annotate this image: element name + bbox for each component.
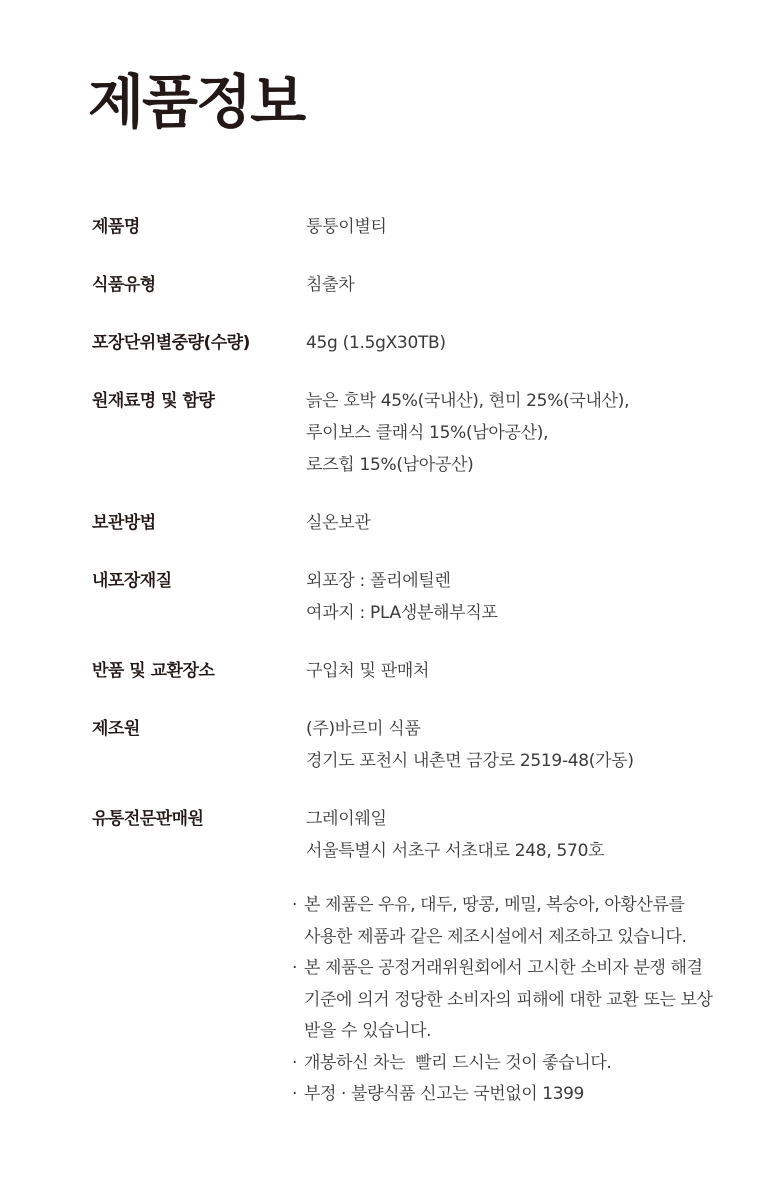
value-line: 늙은 호박 45%(국내산), 현미 25%(국내산), bbox=[306, 391, 630, 411]
bullet: · bbox=[292, 1052, 298, 1073]
notice-text bbox=[304, 953, 752, 1048]
value-line: 로즈힙 15%(남아공산) bbox=[306, 455, 474, 475]
value-line: (주)바르미 식품 bbox=[306, 719, 421, 739]
info-row-distributor bbox=[92, 803, 752, 867]
info-label: 포장단위별중량(수량) bbox=[92, 333, 250, 353]
info-row-return-place bbox=[92, 655, 752, 687]
notice-item bbox=[292, 1048, 752, 1080]
notice-line: 사용한 제품과 같은 제조시설에서 제조하고 있습니다. bbox=[304, 926, 687, 947]
info-row-ingredients bbox=[92, 385, 752, 481]
bullet: · bbox=[292, 958, 298, 978]
info-label: 식품유형 bbox=[92, 275, 156, 295]
value-line: 외포장 : 폴리에틸렌 bbox=[306, 571, 451, 591]
value-line: 여과지 : PLA생분해부직포 bbox=[306, 603, 498, 623]
value-line: 45g (1.5gX30TB) bbox=[306, 333, 446, 353]
notice-line: 개봉하신 차는 빨리 드시는 것이 좋습니다. bbox=[304, 1052, 612, 1073]
value-line: 퉁퉁이별티 bbox=[306, 217, 387, 237]
notice-line: 본 제품은 공정거래위원회에서 고시한 소비자 분쟁 해결 bbox=[304, 958, 703, 978]
notice-line: 받을 수 있습니다. bbox=[304, 1021, 432, 1041]
info-row-product-name bbox=[92, 211, 752, 243]
notice-line: 기준에 의거 정당한 소비자의 피해에 대한 교환 또는 보상 bbox=[304, 989, 713, 1010]
info-label: 원재료명 및 함량 bbox=[92, 391, 215, 411]
info-label: 내포장재질 bbox=[92, 571, 172, 591]
info-row-food-type bbox=[92, 269, 752, 301]
info-value bbox=[306, 385, 752, 481]
info-label: 제조원 bbox=[92, 719, 140, 739]
info-value bbox=[306, 713, 752, 777]
notice-line: 부정 · 불량식품 신고는 국번없이 1399 bbox=[304, 1084, 584, 1104]
info-row-storage bbox=[92, 507, 752, 539]
notice-text bbox=[304, 890, 752, 953]
info-value bbox=[306, 655, 752, 687]
product-info-table bbox=[92, 211, 752, 867]
notice-item bbox=[292, 890, 752, 953]
value-line: 경기도 포천시 내촌면 금강로 2519-48(가동) bbox=[306, 751, 634, 771]
value-line: 실온보관 bbox=[306, 513, 371, 533]
value-line: 구입처 및 판매처 bbox=[306, 661, 430, 681]
notice-text bbox=[304, 1079, 752, 1111]
value-line: 그레이웨일 bbox=[306, 809, 387, 829]
info-value bbox=[306, 211, 752, 243]
info-row-weight bbox=[92, 327, 752, 359]
info-value bbox=[306, 507, 752, 539]
info-label: 보관방법 bbox=[92, 513, 156, 533]
info-label: 유통전문판매원 bbox=[92, 809, 204, 829]
value-line: 서울특별시 서초구 서초대로 248, 570호 bbox=[306, 841, 605, 861]
info-value bbox=[306, 327, 752, 359]
info-label: 반품 및 교환장소 bbox=[92, 661, 215, 681]
value-line: 침출차 bbox=[306, 275, 355, 295]
notice-list bbox=[292, 890, 752, 1111]
bullet: · bbox=[292, 895, 298, 915]
info-value bbox=[306, 565, 752, 629]
notice-line: 본 제품은 우유, 대두, 땅콩, 메밀, 복숭아, 아황산류를 bbox=[304, 895, 685, 915]
info-row-manufacturer bbox=[92, 713, 752, 777]
bullet: · bbox=[292, 1084, 298, 1104]
info-value bbox=[306, 803, 752, 867]
page-title: 제품정보 bbox=[88, 68, 305, 136]
info-row-packaging bbox=[92, 565, 752, 629]
info-value bbox=[306, 269, 752, 301]
notice-item bbox=[292, 1079, 752, 1111]
value-line: 루이보스 클래식 15%(남아공산), bbox=[306, 423, 549, 443]
info-label: 제품명 bbox=[92, 217, 140, 237]
notice-item bbox=[292, 953, 752, 1048]
notice-text bbox=[304, 1048, 752, 1080]
